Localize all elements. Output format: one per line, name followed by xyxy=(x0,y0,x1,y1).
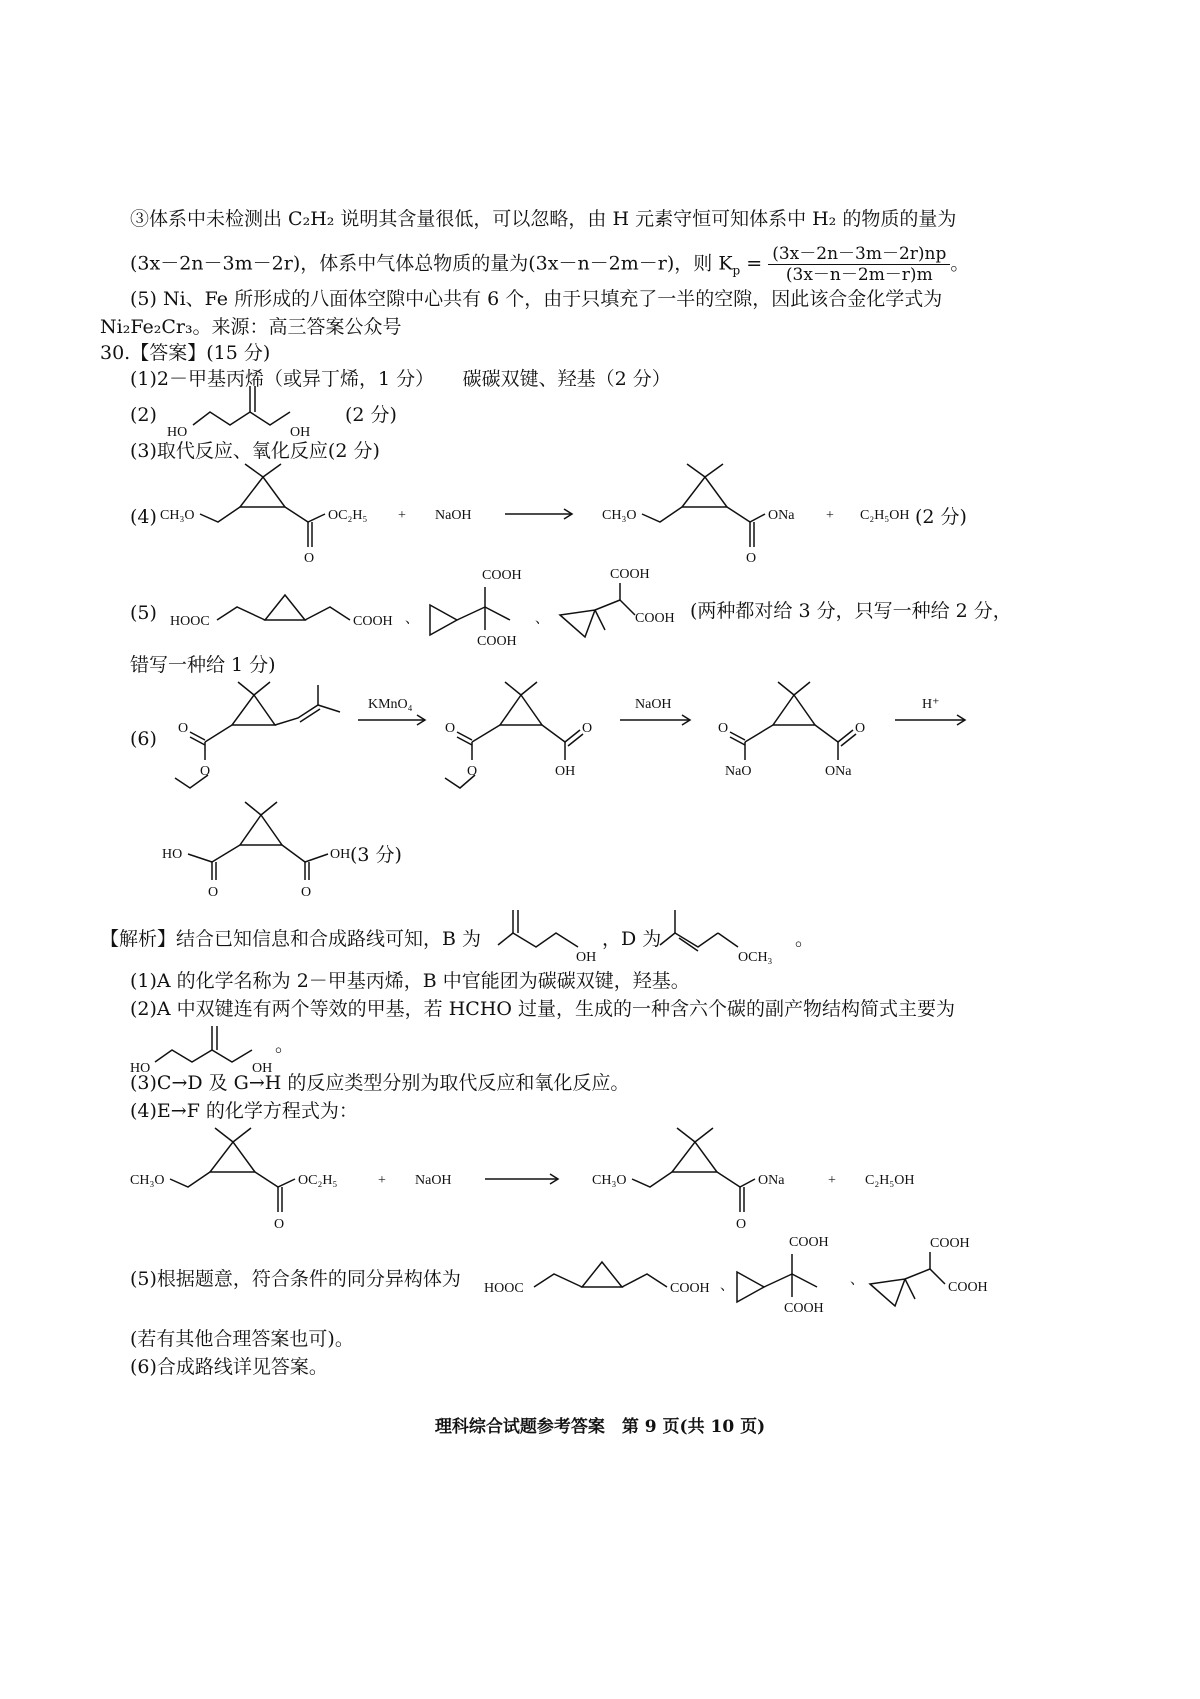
q30-answer-5-label: (5) xyxy=(130,602,157,624)
analysis-line3: (3)C→D 及 G→H 的反应类型分别为取代反应和氧化反应。 xyxy=(130,1072,630,1094)
structure-b xyxy=(498,905,608,965)
analysis-line2: (2)A 中双键连有两个等效的甲基，若 HCHO 过量，生成的一种含六个碳的副产物结构简式主要为 xyxy=(130,998,956,1020)
final-o-2: O xyxy=(301,885,312,900)
q30-answer-3: (3)取代反应、氧化反应(2 分) xyxy=(130,440,380,462)
aeq-plus-1: + xyxy=(378,1173,386,1188)
diol-ho: HO xyxy=(167,425,188,440)
route-o-4: O xyxy=(467,764,478,779)
route-o-3: O xyxy=(445,721,456,736)
iso2-cooh-bottom: COOH xyxy=(477,634,517,649)
b-oh: OH xyxy=(576,950,597,965)
kp-denominator: (3x－n－2m－r)m xyxy=(785,265,933,285)
analysis-line7: (6)合成路线详见答案。 xyxy=(130,1356,328,1378)
analysis-line5: (5)根据题意，符合条件的同分异构体为 xyxy=(130,1268,461,1290)
final-oh: OH xyxy=(330,847,351,862)
analysis-diol-oh: OH xyxy=(252,1061,273,1076)
aiso2-cooh-top: COOH xyxy=(789,1235,829,1250)
sep-1: 、 xyxy=(405,612,419,627)
aeq-ch3o: CH₃O xyxy=(130,1173,165,1188)
aeq-plus-2: + xyxy=(828,1173,836,1188)
iso1-hooc: HOOC xyxy=(170,614,210,629)
aeq-ona: ONa xyxy=(758,1173,785,1188)
analysis-line4: (4)E→F 的化学方程式为： xyxy=(130,1100,358,1122)
kp-end: 。 xyxy=(950,252,970,275)
eq4-c2h5oh: C₂H₅OH xyxy=(860,508,910,523)
route-oh-1: OH xyxy=(555,764,576,779)
para-3-line2-text: (3x－2n－3m－2r)，体系中气体总物质的量为(3x－n－2m－r)，则 K xyxy=(130,252,733,275)
analysis-line0-a: 【解析】结合已知信息和合成路线可知，B 为 xyxy=(100,928,482,950)
page-footer: 理科综合试题参考答案 第 9 页(共 10 页) xyxy=(434,1417,766,1437)
eq4-ona: ONa xyxy=(768,508,795,523)
analysis-equation xyxy=(130,1122,930,1240)
analysis-line0-b: ，D 为 xyxy=(602,928,662,950)
q30-header: 30.【答案】(15 分) xyxy=(100,342,271,364)
eq4-plus-2: + xyxy=(826,508,834,523)
q30-answer-5-note: (两种都对给 3 分，只写一种给 2 分， xyxy=(690,600,1012,622)
analysis-line6: (若有其他合理答案也可)。 xyxy=(130,1328,354,1350)
isomers-answer-5 xyxy=(165,565,695,660)
eq4-ch3o: CH₃O xyxy=(160,508,195,523)
aiso3-cooh-top: COOH xyxy=(930,1236,970,1251)
eq4-o-1: O xyxy=(304,551,315,566)
iso1-cooh: COOH xyxy=(353,614,393,629)
aiso1-cooh: COOH xyxy=(670,1281,710,1296)
eq4-o-2: O xyxy=(746,551,757,566)
equation-4 xyxy=(160,462,1020,582)
iso3-cooh-right: COOH xyxy=(635,611,675,626)
analysis-diol-ho: HO xyxy=(130,1061,151,1076)
aeq-ch3o-2: CH₃O xyxy=(592,1173,627,1188)
aeq-oc2h5: OC₂H₅ xyxy=(298,1173,338,1188)
q30-answer-5-note2: 错写一种给 1 分) xyxy=(130,654,276,676)
para-3-line1: ③体系中未检测出 C₂H₂ 说明其含量很低，可以忽略，由 H 元素守恒可知体系中 H₂ 的物质的量为 xyxy=(130,208,957,230)
route-kmno4: KMnO₄ xyxy=(368,697,413,712)
para-3-line2: (3x－2n－3m－2r)，体系中气体总物质的量为(3x－n－2m－r)，则 $K_p$ = $\frac{(3x-2n-3m-2r)np}{(3x-n-2m-r)m}$ 。 xyxy=(130,244,970,285)
d-och3: OCH₃ xyxy=(738,950,773,965)
q30-answer-2-score: (2 分) xyxy=(345,404,397,426)
aeq-o-2: O xyxy=(736,1217,747,1232)
eq4-oc2h5: OC₂H₅ xyxy=(328,508,368,523)
kp-fraction xyxy=(768,244,950,285)
route-ona: ONa xyxy=(825,764,852,779)
route-o-7: O xyxy=(855,721,866,736)
diol-structure xyxy=(165,380,355,440)
final-ho: HO xyxy=(162,847,183,862)
aiso2-cooh-bottom: COOH xyxy=(784,1301,824,1316)
kp-sub: p xyxy=(732,263,741,278)
analysis-isomers xyxy=(482,1232,1012,1327)
q30-answer-4-score: (2 分) xyxy=(915,506,967,528)
para-5-line1: (5) Ni、Fe 所形成的八面体空隙中心共有 6 个，由于只填充了一半的空隙，因此该合金化学式为 xyxy=(130,288,943,310)
route-h-plus: H⁺ xyxy=(922,697,940,712)
route-nao: NaO xyxy=(725,764,752,779)
aiso1-hooc: HOOC xyxy=(484,1281,524,1296)
iso2-cooh-top: COOH xyxy=(482,568,522,583)
eq4-plus-1: + xyxy=(398,508,406,523)
analysis-line1: (1)A 的化学名称为 2－甲基丙烯，B 中官能团为碳碳双键，羟基。 xyxy=(130,970,690,992)
q30-answer-4-label: (4) xyxy=(130,506,157,528)
iso3-cooh-top: COOH xyxy=(610,567,650,582)
aeq-c2h5oh: C₂H₅OH xyxy=(865,1173,915,1188)
sep-2: 、 xyxy=(535,612,549,627)
analysis-line2-end: 。 xyxy=(275,1034,295,1056)
diol-oh: OH xyxy=(290,425,311,440)
route-naoh: NaOH xyxy=(635,697,672,712)
final-o-1: O xyxy=(208,885,219,900)
eq4-ch3o-2: CH₃O xyxy=(602,508,637,523)
synthesis-route xyxy=(170,680,1000,790)
kp-numerator: (3x－2n－3m－2r)np xyxy=(768,244,950,265)
aeq-naoh: NaOH xyxy=(415,1173,452,1188)
structure-d xyxy=(660,905,795,965)
analysis-line0-c: 。 xyxy=(795,928,815,950)
q30-answer-2-label: (2) xyxy=(130,404,157,426)
asep-1: 、 xyxy=(720,1279,734,1294)
q30-answer-1: (1)2－甲基丙烯（或异丁烯，1 分） 碳碳双键、羟基（2 分） xyxy=(130,368,671,390)
q30-answer-6-score: (3 分) xyxy=(350,844,402,866)
route-o-2: O xyxy=(200,764,211,779)
route-o-5: O xyxy=(582,721,593,736)
aeq-o-1: O xyxy=(274,1217,285,1232)
q30-answer-6-label: (6) xyxy=(130,728,157,750)
aiso3-cooh-right: COOH xyxy=(948,1280,988,1295)
analysis-line0 xyxy=(100,926,481,952)
route-o-1: O xyxy=(178,721,189,736)
asep-2: 、 xyxy=(850,1273,864,1288)
route-o-6: O xyxy=(718,721,729,736)
eq4-naoh: NaOH xyxy=(435,508,472,523)
para-5-line2: Ni₂Fe₂Cr₃。来源：高三答案公众号 xyxy=(100,316,402,338)
